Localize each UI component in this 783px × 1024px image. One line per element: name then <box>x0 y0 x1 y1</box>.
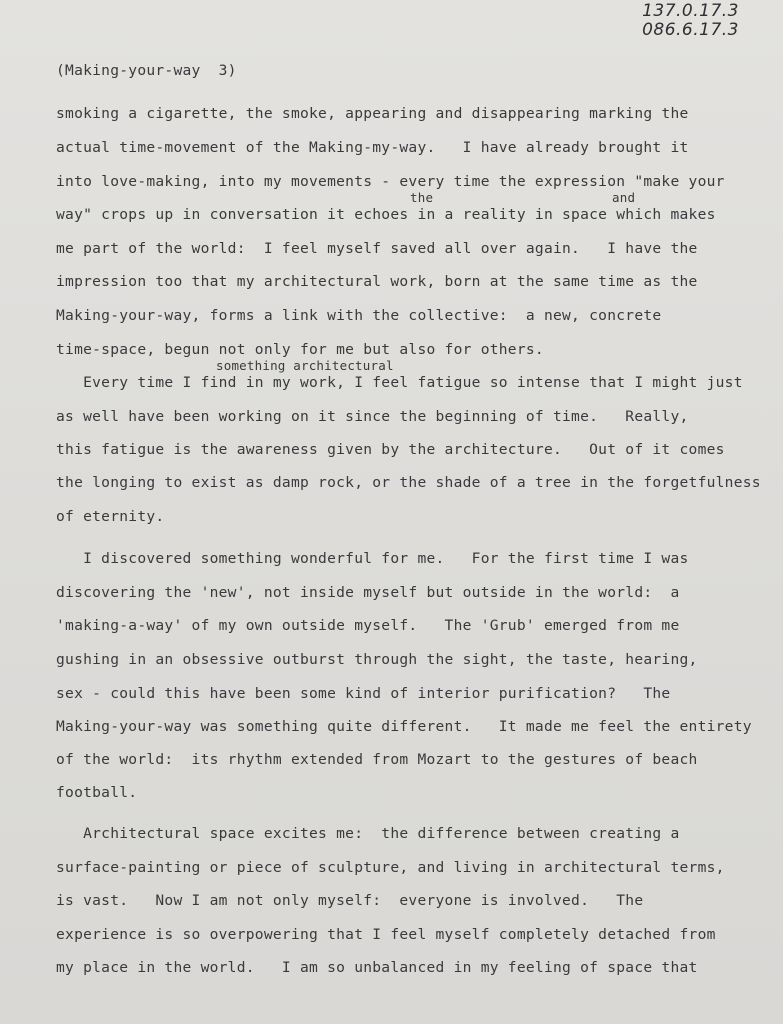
text-line: this fatigue is the awareness given by the architecture. Out of it comes <box>56 441 725 458</box>
text-line: my place in the world. I am so unbalanced in my feeling of space that <box>56 959 698 976</box>
text-line: impression too that my architectural work, born at the same time as the <box>56 273 698 290</box>
text-line: surface-painting or piece of sculpture, and living in architectural terms, <box>56 859 725 876</box>
archive-number-1: 137.0.17.3 <box>642 1 739 21</box>
text-line: Making-your-way was something quite different. It made me feel the entirety <box>56 718 752 735</box>
text-line: gushing in an obsessive outburst through the sight, the taste, hearing, <box>56 651 698 668</box>
typed-insert-something-architectural: something architectural <box>216 358 394 373</box>
text-line: I discovered something wonderful for me. For the first time I was <box>56 550 689 567</box>
typed-insert-the: the <box>410 190 434 205</box>
text-line: Architectural space excites me: the difference between creating a <box>56 825 680 842</box>
text-line: of eternity. <box>56 508 165 525</box>
typed-insert-and: and <box>612 190 636 205</box>
text-line: into love-making, into my movements - every time the expression "make your <box>56 173 725 190</box>
text-line: sex - could this have been some kind of interior purification? The <box>56 685 671 702</box>
text-line: actual time-movement of the Making-my-way. I have already brought it <box>56 139 689 156</box>
archive-number-2: 086.6.17.3 <box>642 20 739 40</box>
text-line: the longing to exist as damp rock, or the shade of a tree in the forgetfulness <box>56 474 761 491</box>
text-line: smoking a cigarette, the smoke, appearing and disappearing marking the <box>56 105 689 122</box>
text-line: is vast. Now I am not only myself: everyone is involved. The <box>56 892 644 909</box>
text-line: way" crops up in conversation it echoes in a reality in space which makes <box>56 206 716 223</box>
text-line: Every time I find in my work, I feel fatigue so intense that I might just <box>56 374 743 391</box>
text-line: 'making-a-way' of my own outside myself. The 'Grub' emerged from me <box>56 617 680 634</box>
text-line: me part of the world: I feel myself saved all over again. I have the <box>56 240 698 257</box>
text-line: time-space, begun not only for me but also for others. <box>56 341 544 358</box>
text-line: discovering the 'new', not inside myself but outside in the world: a <box>56 584 680 601</box>
page-header: (Making-your-way 3) <box>56 62 237 79</box>
text-line: football. <box>56 784 138 801</box>
text-line: Making-your-way, forms a link with the collective: a new, concrete <box>56 307 662 324</box>
archive-numbers <box>642 2 739 40</box>
text-line: experience is so overpowering that I feel myself completely detached from <box>56 926 716 943</box>
text-line: as well have been working on it since the beginning of time. Really, <box>56 408 689 425</box>
text-line: of the world: its rhythm extended from Mozart to the gestures of beach <box>56 751 698 768</box>
